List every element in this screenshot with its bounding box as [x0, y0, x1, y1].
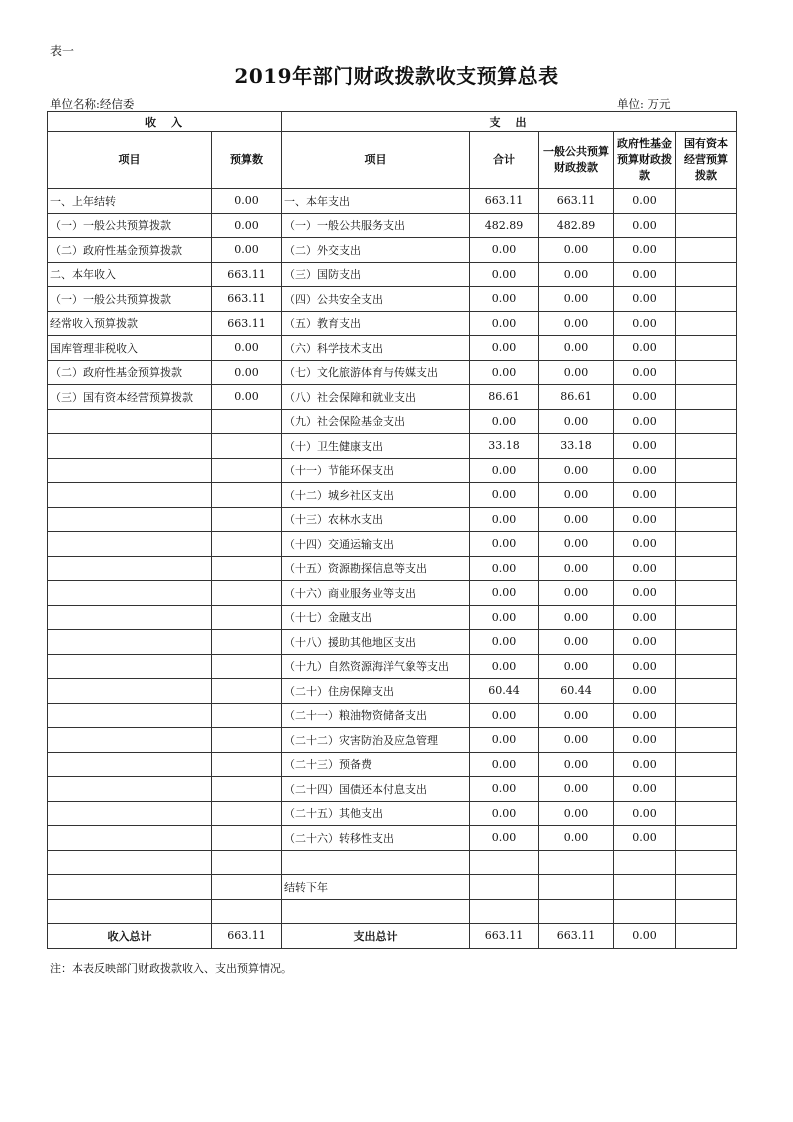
income-item-cell — [48, 458, 212, 483]
gov-fund-cell: 0.00 — [614, 630, 676, 655]
general-budget-cell: 0.00 — [539, 630, 614, 655]
expense-item-cell: （十九）自然资源海洋气象等支出 — [282, 654, 470, 679]
header-column-row — [48, 132, 737, 189]
table-row — [48, 434, 737, 459]
total-cell: 0.00 — [470, 605, 539, 630]
income-value-cell — [212, 752, 282, 777]
table-row — [48, 458, 737, 483]
expense-item-cell: （二十五）其他支出 — [282, 801, 470, 826]
gov-fund-cell: 0.00 — [614, 507, 676, 532]
income-item-cell: （一）一般公共预算拨款 — [48, 287, 212, 312]
expense-item-cell: （十一）节能环保支出 — [282, 458, 470, 483]
gov-fund-cell: 0.00 — [614, 752, 676, 777]
gov-fund-cell: 0.00 — [614, 336, 676, 361]
income-item-cell — [48, 850, 212, 875]
expense-item-header: 项目 — [282, 132, 470, 189]
total-cell: 0.00 — [470, 703, 539, 728]
state-capital-cell — [676, 850, 737, 875]
total-cell: 0.00 — [470, 752, 539, 777]
total-cell: 0.00 — [470, 507, 539, 532]
general-budget-cell: 0.00 — [539, 605, 614, 630]
gov-fund-cell: 0.00 — [614, 458, 676, 483]
gov-fund-cell: 0.00 — [614, 654, 676, 679]
income-value-cell — [212, 826, 282, 851]
expense-item-cell: （二）外交支出 — [282, 238, 470, 263]
table-row — [48, 409, 737, 434]
gov-fund-cell: 0.00 — [614, 238, 676, 263]
gov-fund-cell: 0.00 — [614, 434, 676, 459]
income-value-cell — [212, 850, 282, 875]
income-total-value: 663.11 — [212, 924, 282, 949]
total-cell: 0.00 — [470, 458, 539, 483]
income-item-cell: （二）政府性基金预算拨款 — [48, 238, 212, 263]
income-item-cell — [48, 703, 212, 728]
income-item-cell — [48, 899, 212, 924]
table-row — [48, 385, 737, 410]
income-item-cell — [48, 532, 212, 557]
income-value-cell — [212, 777, 282, 802]
gov-fund-cell: 0.00 — [614, 826, 676, 851]
state-capital-cell — [676, 728, 737, 753]
gov-fund-cell: 0.00 — [614, 532, 676, 557]
general-budget-cell: 0.00 — [539, 532, 614, 557]
income-value-cell — [212, 434, 282, 459]
general-budget-cell: 0.00 — [539, 458, 614, 483]
gov-fund-cell — [614, 899, 676, 924]
expense-item-cell: （二十）住房保障支出 — [282, 679, 470, 704]
expense-item-cell: （八）社会保障和就业支出 — [282, 385, 470, 410]
table-row — [48, 311, 737, 336]
table-row — [48, 703, 737, 728]
expense-item-cell — [282, 850, 470, 875]
expense-item-cell: （十四）交通运输支出 — [282, 532, 470, 557]
state-capital-cell — [676, 409, 737, 434]
expense-item-cell: （六）科学技术支出 — [282, 336, 470, 361]
expense-item-cell: （七）文化旅游体育与传媒支出 — [282, 360, 470, 385]
state-capital-cell — [676, 605, 737, 630]
income-item-header: 项目 — [48, 132, 212, 189]
state-capital-cell — [676, 311, 737, 336]
expense-total-label: 支出总计 — [282, 924, 470, 949]
general-budget-cell: 0.00 — [539, 336, 614, 361]
state-capital-cell — [676, 336, 737, 361]
gov-fund-cell: 0.00 — [614, 801, 676, 826]
table-row — [48, 213, 737, 238]
table-row — [48, 679, 737, 704]
footnote: 注：本表反映部门财政拨款收入、支出预算情况。 — [50, 962, 292, 975]
total-cell — [470, 850, 539, 875]
state-capital-cell — [676, 752, 737, 777]
income-item-cell — [48, 679, 212, 704]
state-capital-cell — [676, 458, 737, 483]
general-budget-cell: 0.00 — [539, 826, 614, 851]
total-cell: 0.00 — [470, 336, 539, 361]
expense-item-cell: （十八）援助其他地区支出 — [282, 630, 470, 655]
table-row — [48, 336, 737, 361]
state-capital-cell — [676, 654, 737, 679]
income-value-cell — [212, 556, 282, 581]
total-cell: 0.00 — [470, 826, 539, 851]
table-row — [48, 826, 737, 851]
expense-item-cell: （二十四）国债还本付息支出 — [282, 777, 470, 802]
income-value-cell: 0.00 — [212, 238, 282, 263]
gov-fund-total-value: 0.00 — [614, 924, 676, 949]
gov-fund-cell: 0.00 — [614, 262, 676, 287]
table-row — [48, 777, 737, 802]
general-budget-cell: 0.00 — [539, 801, 614, 826]
gov-fund-cell — [614, 850, 676, 875]
expense-item-cell: （十五）资源勘探信息等支出 — [282, 556, 470, 581]
expense-item-cell: （二十三）预备费 — [282, 752, 470, 777]
gov-fund-cell: 0.00 — [614, 287, 676, 312]
state-capital-cell — [676, 189, 737, 214]
state-capital-cell — [676, 483, 737, 508]
state-capital-total-value — [676, 924, 737, 949]
state-capital-cell — [676, 213, 737, 238]
total-cell: 0.00 — [470, 311, 539, 336]
general-budget-cell: 0.00 — [539, 311, 614, 336]
general-budget-cell: 0.00 — [539, 581, 614, 606]
table-row — [48, 532, 737, 557]
state-capital-cell — [676, 262, 737, 287]
income-item-cell — [48, 801, 212, 826]
expense-item-cell — [282, 899, 470, 924]
state-capital-cell — [676, 801, 737, 826]
total-cell: 33.18 — [470, 434, 539, 459]
state-capital-cell — [676, 360, 737, 385]
general-budget-header: 一般公共预算财政拨款 — [539, 132, 614, 189]
state-capital-cell — [676, 630, 737, 655]
income-item-cell: 一、上年结转 — [48, 189, 212, 214]
state-capital-cell — [676, 507, 737, 532]
income-item-cell: （二）政府性基金预算拨款 — [48, 360, 212, 385]
gov-fund-cell: 0.00 — [614, 581, 676, 606]
income-value-cell — [212, 483, 282, 508]
general-budget-cell: 60.44 — [539, 679, 614, 704]
gov-fund-cell: 0.00 — [614, 311, 676, 336]
table-row — [48, 654, 737, 679]
total-cell: 0.00 — [470, 777, 539, 802]
income-total-label: 收入总计 — [48, 924, 212, 949]
income-item-cell — [48, 826, 212, 851]
expense-item-cell: （十三）农林水支出 — [282, 507, 470, 532]
state-capital-cell — [676, 581, 737, 606]
income-value-cell — [212, 532, 282, 557]
budget-summary-table — [47, 111, 737, 949]
state-capital-cell — [676, 875, 737, 900]
general-budget-cell: 0.00 — [539, 728, 614, 753]
general-budget-cell: 663.11 — [539, 189, 614, 214]
income-item-cell — [48, 752, 212, 777]
state-capital-cell — [676, 826, 737, 851]
total-cell — [470, 875, 539, 900]
general-budget-cell: 482.89 — [539, 213, 614, 238]
gov-fund-cell: 0.00 — [614, 483, 676, 508]
unit-name-label: 单位名称:经信委 — [50, 97, 135, 111]
general-budget-cell: 0.00 — [539, 262, 614, 287]
total-header: 合计 — [470, 132, 539, 189]
general-budget-cell: 0.00 — [539, 777, 614, 802]
table-row — [48, 238, 737, 263]
table-row — [48, 189, 737, 214]
income-item-cell — [48, 483, 212, 508]
income-value-cell — [212, 875, 282, 900]
income-value-cell — [212, 409, 282, 434]
general-budget-cell: 0.00 — [539, 409, 614, 434]
income-value-cell: 0.00 — [212, 336, 282, 361]
state-capital-cell — [676, 777, 737, 802]
general-budget-cell — [539, 899, 614, 924]
general-budget-cell: 0.00 — [539, 507, 614, 532]
total-cell: 663.11 — [470, 189, 539, 214]
expense-group-header: 支 出 — [282, 112, 737, 132]
income-item-cell: 国库管理非税收入 — [48, 336, 212, 361]
totals-row — [48, 924, 737, 949]
table-row — [48, 605, 737, 630]
state-capital-cell — [676, 679, 737, 704]
income-value-cell: 0.00 — [212, 360, 282, 385]
total-cell: 0.00 — [470, 728, 539, 753]
general-budget-cell — [539, 875, 614, 900]
total-cell: 0.00 — [470, 556, 539, 581]
gov-fund-cell: 0.00 — [614, 385, 676, 410]
income-item-cell — [48, 605, 212, 630]
gov-fund-cell: 0.00 — [614, 556, 676, 581]
table-row — [48, 752, 737, 777]
general-budget-cell: 0.00 — [539, 654, 614, 679]
total-cell: 0.00 — [470, 483, 539, 508]
table-row — [48, 287, 737, 312]
gov-fund-cell: 0.00 — [614, 213, 676, 238]
total-cell: 86.61 — [470, 385, 539, 410]
income-value-cell — [212, 703, 282, 728]
income-value-cell: 0.00 — [212, 385, 282, 410]
gov-fund-cell: 0.00 — [614, 605, 676, 630]
income-item-cell — [48, 777, 212, 802]
general-budget-cell — [539, 850, 614, 875]
income-value-cell — [212, 801, 282, 826]
expense-item-cell: （十七）金融支出 — [282, 605, 470, 630]
table-row — [48, 360, 737, 385]
income-item-cell — [48, 875, 212, 900]
income-item-cell — [48, 409, 212, 434]
income-item-cell: 经常收入预算拨款 — [48, 311, 212, 336]
gov-fund-cell: 0.00 — [614, 777, 676, 802]
page-title: 2019年部门财政拨款收支预算总表 — [234, 64, 559, 88]
table-row — [48, 728, 737, 753]
state-capital-cell — [676, 385, 737, 410]
expense-item-cell: （二十六）转移性支出 — [282, 826, 470, 851]
gov-fund-cell — [614, 875, 676, 900]
expense-item-cell: （十六）商业服务业等支出 — [282, 581, 470, 606]
total-cell: 0.00 — [470, 262, 539, 287]
expense-item-cell: （十）卫生健康支出 — [282, 434, 470, 459]
general-budget-cell: 0.00 — [539, 238, 614, 263]
general-budget-cell: 0.00 — [539, 752, 614, 777]
total-cell: 0.00 — [470, 238, 539, 263]
income-value-cell: 663.11 — [212, 262, 282, 287]
expense-item-cell: （五）教育支出 — [282, 311, 470, 336]
expense-item-cell: （三）国防支出 — [282, 262, 470, 287]
expense-item-cell: 一、本年支出 — [282, 189, 470, 214]
header-group-row — [48, 112, 737, 132]
income-item-cell: （一）一般公共预算拨款 — [48, 213, 212, 238]
expense-item-cell: （四）公共安全支出 — [282, 287, 470, 312]
general-budget-cell: 0.00 — [539, 556, 614, 581]
general-budget-cell: 86.61 — [539, 385, 614, 410]
gov-fund-header: 政府性基金预算财政拨款 — [614, 132, 676, 189]
income-item-cell — [48, 507, 212, 532]
total-cell: 0.00 — [470, 532, 539, 557]
gov-fund-cell: 0.00 — [614, 360, 676, 385]
total-cell: 482.89 — [470, 213, 539, 238]
general-budget-cell: 0.00 — [539, 360, 614, 385]
state-capital-cell — [676, 532, 737, 557]
general-budget-cell: 0.00 — [539, 703, 614, 728]
income-item-cell: （三）国有资本经营预算拨款 — [48, 385, 212, 410]
general-budget-cell: 0.00 — [539, 483, 614, 508]
total-cell: 0.00 — [470, 360, 539, 385]
income-value-cell: 663.11 — [212, 311, 282, 336]
state-capital-cell — [676, 703, 737, 728]
table-row — [48, 483, 737, 508]
income-value-cell: 0.00 — [212, 213, 282, 238]
total-cell — [470, 899, 539, 924]
expense-item-cell: （二十一）粮油物资储备支出 — [282, 703, 470, 728]
expense-item-cell: （九）社会保险基金支出 — [282, 409, 470, 434]
income-group-header: 收 入 — [48, 112, 282, 132]
state-capital-cell — [676, 238, 737, 263]
table-row — [48, 262, 737, 287]
table-row — [48, 630, 737, 655]
gov-fund-cell: 0.00 — [614, 679, 676, 704]
expense-item-cell: （二十二）灾害防治及应急管理 — [282, 728, 470, 753]
state-capital-cell — [676, 434, 737, 459]
gov-fund-cell: 0.00 — [614, 189, 676, 214]
income-value-cell — [212, 507, 282, 532]
income-item-cell: 二、本年收入 — [48, 262, 212, 287]
income-value-cell — [212, 581, 282, 606]
income-value-cell — [212, 679, 282, 704]
expense-item-cell: （一）一般公共服务支出 — [282, 213, 470, 238]
table-row — [48, 850, 737, 875]
state-capital-cell — [676, 899, 737, 924]
income-item-cell — [48, 630, 212, 655]
total-cell: 0.00 — [470, 801, 539, 826]
income-item-cell — [48, 434, 212, 459]
income-value-cell — [212, 630, 282, 655]
expense-item-cell: 结转下年 — [282, 875, 470, 900]
table-row — [48, 581, 737, 606]
total-cell: 0.00 — [470, 581, 539, 606]
income-value-cell: 663.11 — [212, 287, 282, 312]
table-number-label: 表一 — [50, 44, 75, 58]
total-cell: 0.00 — [470, 287, 539, 312]
state-capital-cell — [676, 287, 737, 312]
income-value-cell: 0.00 — [212, 189, 282, 214]
income-value-cell — [212, 654, 282, 679]
state-capital-header: 国有资本经营预算拨款 — [676, 132, 737, 189]
state-capital-cell — [676, 556, 737, 581]
total-cell: 60.44 — [470, 679, 539, 704]
expense-item-cell: （十二）城乡社区支出 — [282, 483, 470, 508]
table-row — [48, 875, 737, 900]
income-budget-header: 预算数 — [212, 132, 282, 189]
table-row — [48, 507, 737, 532]
gov-fund-cell: 0.00 — [614, 703, 676, 728]
currency-unit-label: 单位: 万元 — [617, 97, 671, 111]
gov-fund-cell: 0.00 — [614, 409, 676, 434]
income-item-cell — [48, 581, 212, 606]
gov-fund-cell: 0.00 — [614, 728, 676, 753]
general-budget-cell: 33.18 — [539, 434, 614, 459]
table-row — [48, 556, 737, 581]
expense-total-value: 663.11 — [470, 924, 539, 949]
income-value-cell — [212, 728, 282, 753]
general-total-value: 663.11 — [539, 924, 614, 949]
income-value-cell — [212, 899, 282, 924]
total-cell: 0.00 — [470, 630, 539, 655]
income-item-cell — [48, 654, 212, 679]
income-value-cell — [212, 605, 282, 630]
total-cell: 0.00 — [470, 409, 539, 434]
total-cell: 0.00 — [470, 654, 539, 679]
income-value-cell — [212, 458, 282, 483]
table-row — [48, 801, 737, 826]
income-item-cell — [48, 728, 212, 753]
table-row — [48, 899, 737, 924]
general-budget-cell: 0.00 — [539, 287, 614, 312]
income-item-cell — [48, 556, 212, 581]
